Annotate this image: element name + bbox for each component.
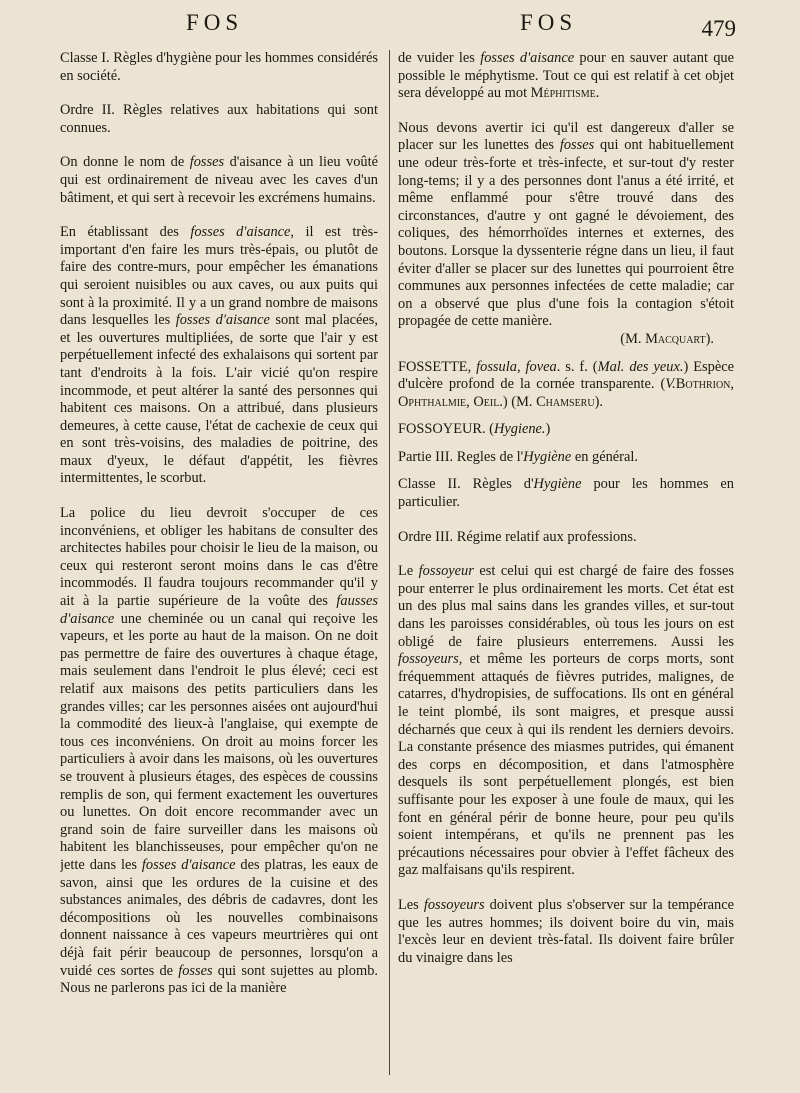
paragraph-temperance: Les fossoyeurs doivent plus s'observer sur la tempérance que les autres hommes; ils doivent boire du vin, mais l'excès leur en devient très-fatal. Ils doivent faire brûler du vinaigre dans les <box>398 896 734 966</box>
running-head-left: FOS <box>186 10 244 35</box>
signature-macquart: (M. Macquart). <box>620 330 714 347</box>
entry-fossoyeur: FOSSOYEUR. (Hygiene.) <box>398 421 551 438</box>
right-column <box>398 50 734 1080</box>
paragraph-vuider: de vuider les fosses d'aisance pour en sauver autant que possible le méphytisme. Tout ce qui est relatif à cet objet sera développé au mot Méphitisme. <box>398 50 734 102</box>
paragraph-avertir: Nous devons avertir ici qu'il est dangereux d'aller se placer sur les lunettes des fosses qui ont habituellement une odeur très-forte et très-infecte, et sur-tout d'y rester long-tems; il y a des personnes dont l'anus a été irrité, et même enflammé pour s'être trouvé dans des circonstances, d'autre y ont gagné le dévoiement, des coliques, des hémorrhoïdes internes et externes, des boutons. Lorsque la dyssenterie régne dans un lieu, il faut éviter d'aller se placer sur des lunettes qui pourroient être communes aux personnes infectées de cette maladie; car on a observé que plus d'une fois la contagion s'étoit propagée de cette manière. <box>398 119 734 330</box>
paragraph-fossoyeur: Le fossoyeur est celui qui est chargé de faire des fosses pour enterrer le plus ordinairement les morts. Cet état est un des plus mal sains dans les grandes villes, et sur-tout dans les paroisses considérables, où tous les jours on est obligé de faire plusieurs enterremens. Aussi les fossoyeurs, et même les porteurs de corps morts, sont fréquemment attaqués de fièvres putrides, malignes, de catarres, d'hydropisies, de suffocations. Ils ont en général le teint plombé, ils sont maigres, et presque aussi décharnés que ceux à qui ils rendent les derniers devoirs. La constante présence des miasmes putrides, qui émanent des corps en décomposition, et dans l'atmosphère desquels ils sont perpétuellement plongés, est bien suffisante pour les exposer à une foule de maux, qui les font en général périr de bonne heure, pour peu qu'ils soient intempérans, et qu'ils ne prennent pas les précautions nécessaires pour obvier à l'effet fâcheux des gaz malfaisans qu'ils respirent. <box>398 563 734 879</box>
running-head-right: FOS <box>520 10 578 35</box>
paragraph-police: La police du lieu devroit s'occuper de ces inconvéniens, et obliger les habitans de consulter des architectes habiles pour choisir le lieu de la maison, ou ceux qui resteront seront moins dans le cas d'être incommodés. Il faudra toujours recommander qu'il y ait à la partie supérieure de la voûte des fausses d'aisance une cheminée ou un canal qui reçoive les vapeurs, et les porte au haut de la maison. On ne doit pas permettre de faire des ouvertures à chaque étage, mais seulement dans l'endroit le plus élevé; ceci est relatif aux maisons des petits particuliers dans les grandes villes; car les personnes aisées ont aujourd'hui la commodité des lieux-à l'anglaise, qui exempte de tous ces inconvéniens. On droit au moins forcer les particuliers à avoir dans les maisons, où les ouvertures se trouvent à plusieurs étages, des espèces de coussins remplis de son, qui ferment exactement les ouvertures ou lunettes. On doit encore recommander avec un grand soin de faire surveiller dans les maisons où habitent les blanchisseuses, pour empêcher qu'on ne jette dans les fosses d'aisance des platras, les eaux de savon, ainsi que les ordures de la cuisine et des substances animales, des débris de cadavres, dont les décompositions où les nouvelles combinaisons donnent naissance à ces vapeurs meurtrières qui ont déjà fait périr beaucoup de personnes, lorsqu'on a vuidé ces sortes de fosses qui sont sujettes au plomb. Nous ne parlerons pas ici de la manière <box>60 505 378 997</box>
paragraph-construction: En établissant des fosses d'aisance, il est très-important d'en faire les murs très-épais, ou plutôt de faire des contre-murs, pour empêcher les émanations qui seroient nuisibles ou aux caves, ou aux puits qui sont à la proximité. Il y a un grand nombre de maisons dans lesquelles les fosses d'aisance sont mal placées, et les ouvertures multipliées, de sorte que l'air y est perpétuellement infecté des exhalaisons qui sortent par tant d'endroits à la fois. L'air vicié qu'on respire incommode, et peut altérer la santé des personnes qui habitent ces maisons. On a attribué, dans plusieurs demeures, à cette cause, l'état de cachexie de ceux qui en sont très-voisins, des maladies de poitrine, des maux d'yeux, le défaut d'appétit, les fièvres intermittentes, le scorbut. <box>60 224 378 487</box>
heading-ordre-ii: Ordre II. Règles relatives aux habitations qui sont connues. <box>60 102 378 136</box>
heading-classe-i: Classe I. Règles d'hygiène pour les hommes considérés en société. <box>60 50 378 84</box>
heading-classe-ii: Classe II. Règles d'Hygiène pour les hommes en particulier. <box>398 476 734 511</box>
left-column <box>60 50 378 1080</box>
page-number: 479 <box>701 16 736 41</box>
paragraph-definition: On donne le nom de fosses d'aisance à un lieu voûté qui est ordinairement de niveau avec les caves d'un bâtiment, et qui sert à recevoir les excrémens humains. <box>60 154 378 206</box>
heading-partie-iii: Partie III. Regles de l'Hygiène en général. <box>398 448 638 465</box>
entry-fossette: FOSSETTE, fossula, fovea. s. f. (Mal. des yeux.) Espèce d'ulcère profond de la cornée transparente. (V.Bothrion, Ophthalmie, Oeil.) (M. Chamseru). <box>398 358 734 410</box>
heading-ordre-iii: Ordre III. Régime relatif aux professions. <box>398 528 637 545</box>
column-divider <box>389 50 390 1075</box>
